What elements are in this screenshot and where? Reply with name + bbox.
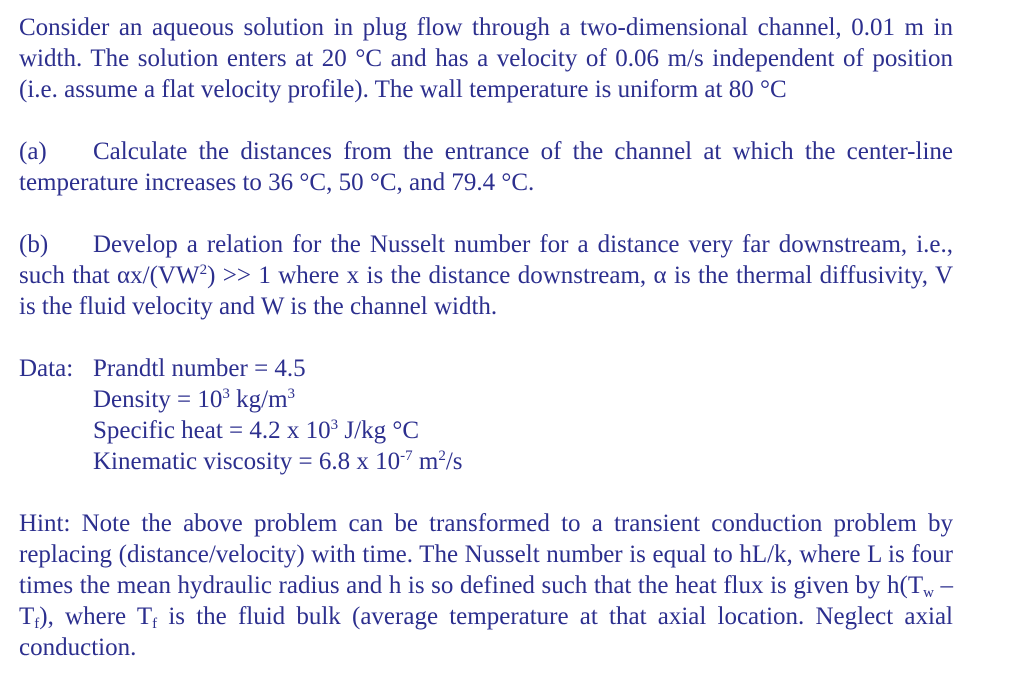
density-unit-exponent: 3 <box>287 386 296 402</box>
viscosity-unit: m <box>412 448 439 475</box>
hint-text-4: is the fluid bulk (average temperature at that axial location. Neglect axial conduction. <box>19 603 953 661</box>
specific-heat-text: Specific heat = 4.2 x 10 <box>93 417 331 444</box>
part-a-label: (a) <box>19 138 47 165</box>
hint-subscript-f: f <box>34 616 40 632</box>
hint-text-1: Hint: Note the above problem can be transformed to a transient conduction problem by replacing (distance/velocity) with time. The Nusselt number is equal to hL/k, where L is four times the mean hydraulic radius and h is so defined such that the heat flux is given by h(T <box>19 510 953 599</box>
hint-subscript-f: f <box>152 616 158 632</box>
data-density <box>93 384 463 415</box>
hint-paragraph <box>19 508 953 663</box>
part-b-text-2: ) >> 1 where x is the distance downstream, α is the thermal diffusivity, V is the fluid velocity and W is the channel width. <box>19 262 953 320</box>
paragraph-gap <box>19 105 953 136</box>
part-a <box>19 136 953 198</box>
data-prandtl: Prandtl number = 4.5 <box>93 355 306 382</box>
part-b-text-1: Develop a relation for the Nusselt number for a distance very far downstream, i.e., such that αx/(VW <box>19 231 953 289</box>
data-label: Data: <box>19 355 74 382</box>
part-b <box>19 229 953 322</box>
specific-heat-exponent: 3 <box>330 417 339 433</box>
density-exponent: 3 <box>222 386 230 402</box>
density-text: Density = 10 <box>93 386 223 413</box>
hint-text-2: – T <box>19 572 954 630</box>
data-kinematic-viscosity <box>93 446 463 477</box>
data-list <box>93 353 463 477</box>
part-b-superscript: 2 <box>199 262 208 278</box>
viscosity-unit-exponent: 2 <box>438 448 446 464</box>
problem-intro: Consider an aqueous solution in plug flow through a two-dimensional channel, 0.01 m in width. The solution enters at 20 °C and has a velocity of 0.06 m/s independent of position (i.e. assume a flat velocity profile). The wall temperature is uniform at 80 °C <box>19 14 953 103</box>
data-specific-heat <box>93 415 463 446</box>
problem-document <box>19 12 953 663</box>
specific-heat-unit: J/kg °C <box>338 417 420 444</box>
paragraph-gap <box>19 198 953 229</box>
part-a-text: Calculate the distances from the entrance of the channel at which the center-line temperature increases to 36 °C, 50 °C, and 79.4 °C. <box>19 138 953 196</box>
viscosity-unit-tail: /s <box>445 448 463 475</box>
paragraph-gap <box>19 477 953 508</box>
paragraph-gap <box>19 322 953 353</box>
hint-subscript-w: w <box>923 585 934 601</box>
data-section <box>19 353 953 477</box>
viscosity-exponent: -7 <box>400 448 413 464</box>
viscosity-text: Kinematic viscosity = 6.8 x 10 <box>93 448 401 475</box>
density-unit: kg/m <box>229 386 288 413</box>
part-b-label: (b) <box>19 231 49 258</box>
hint-text-3: ), where T <box>39 603 153 630</box>
